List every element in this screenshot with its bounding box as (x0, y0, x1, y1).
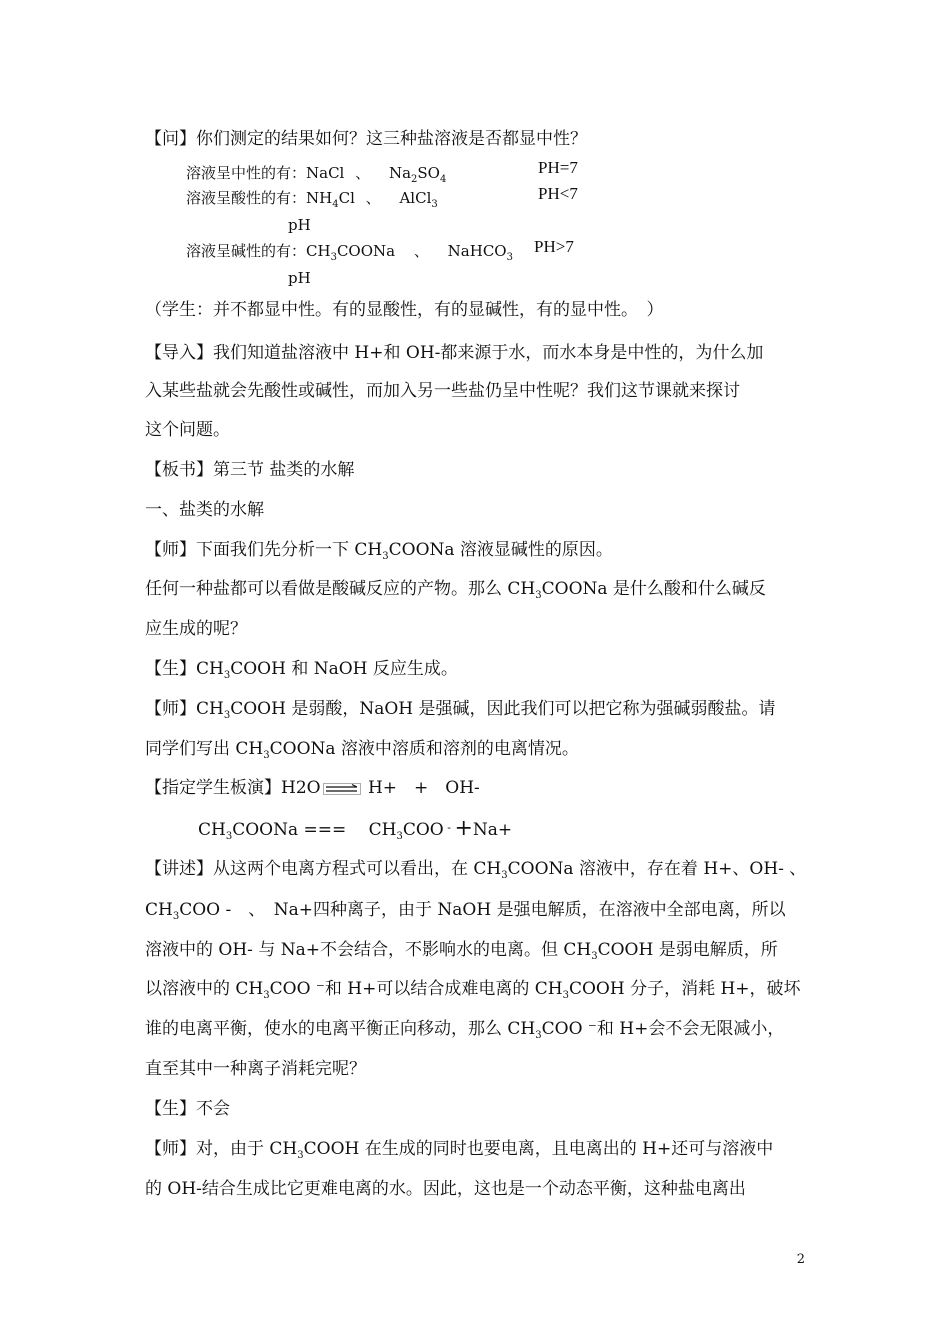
lecture-line-4: 以溶液中的 $CH_3COO$ ⁻和 H+可以结合成难电离的 $CH_3COOH$ 分子，消耗 H+，破坏 (145, 979, 801, 1001)
basic-line: 溶液呈碱性的有：$CH_3COONa$ 、 NaHCO$_3$ (186, 242, 513, 263)
lecture-line-2: $CH_3COO$ - 、 Na+四种离子，由于 NaOH 是强电解质，在溶液中全部电离，所以 (145, 900, 786, 922)
section-heading: 一、盐类的水解 (145, 500, 264, 520)
neutral-line: 溶液呈中性的有：NaCl 、 $Na_2SO_4$ (186, 164, 447, 185)
equilibrium-arrow-icon (323, 783, 361, 795)
ph-note-acidic: pH (288, 216, 311, 234)
student-line-2: 【生】不会 (145, 1099, 230, 1119)
student-line-1: 【生】$CH_3COOH$ 和 NaOH 反应生成。 (145, 659, 458, 681)
ph-neutral: PH=7 (538, 158, 578, 177)
ph-note-basic: pH (288, 269, 311, 287)
lecture-line-5: 谁的电离平衡，使水的电离平衡正向移动，那么 $CH_3COO$ ⁻和 H+会不会无限减小， (145, 1019, 785, 1041)
lecture-line-6: 直至其中一种离子消耗完呢？ (145, 1059, 366, 1079)
page-number: 2 (796, 1252, 805, 1267)
teacher-line-2b: 同学们写出 $CH_3COONa$ 溶液中溶质和溶剂的电离情况。 (145, 739, 579, 761)
intro-line-1: 【导入】我们知道盐溶液中 H+和 OH-都来源于水，而水本身是中性的，为什么加 (145, 343, 764, 363)
intro-question: 【问】你们测定的结果如何？这三种盐溶液是否都显中性？ (145, 129, 587, 149)
ph-acidic: PH<7 (538, 184, 578, 203)
lecture-line-1: 【讲述】从这两个电离方程式可以看出，在 $CH_3COONa$ 溶液中，存在着 H+、OH- 、 (145, 859, 807, 881)
text-line-1: 任何一种盐都可以看做是酸碱反应的产物。那么 $CH_3COONa$ 是什么酸和什么碱反 (145, 579, 766, 601)
intro-line-3: 这个问题。 (145, 420, 230, 440)
teacher-line-2: 【师】$CH_3COOH$ 是弱酸，NaOH 是强碱，因此我们可以把它称为强碱弱酸盐。请 (145, 699, 776, 721)
acidic-line: 溶液呈酸性的有：$NH_4Cl$ 、 AlCl$_3$ (186, 189, 438, 210)
ph-basic: PH>7 (534, 237, 574, 256)
lecture-line-3: 溶液中的 OH- 与 Na+不会结合，不影响水的电离。但 $CH_3COOH$ 是弱电解质，所 (145, 940, 778, 962)
intro-line-2: 入某些盐就会先酸性或碱性，而加入另一些盐仍呈中性呢？我们这节课就来探讨 (145, 381, 740, 401)
teacher-line-3b: 的 OH-结合生成比它更难电离的水。因此，这也是一个动态平衡，这种盐电离出 (145, 1179, 746, 1199)
teacher-line-3: 【师】对，由于 $CH_3COOH$ 在生成的同时也要电离，且电离出的 H+还可与溶液中 (145, 1139, 774, 1161)
text-line-2: 应生成的呢？ (145, 619, 247, 639)
board-title: 【板书】第三节 盐类的水解 (145, 460, 355, 480)
board-water-ionization: 【指定学生板演】H2O H+ + OH- (145, 778, 480, 798)
student-answer: （学生：并不都显中性。有的显酸性，有的显碱性，有的显中性。 ） (145, 300, 664, 320)
acetate-ionization-equation: $CH_3COONa$ === $CH_3COO$ - +Na+ (198, 816, 513, 842)
teacher-line-1: 【师】下面我们先分析一下 $CH_3COONa$ 溶液显碱性的原因。 (145, 540, 613, 562)
